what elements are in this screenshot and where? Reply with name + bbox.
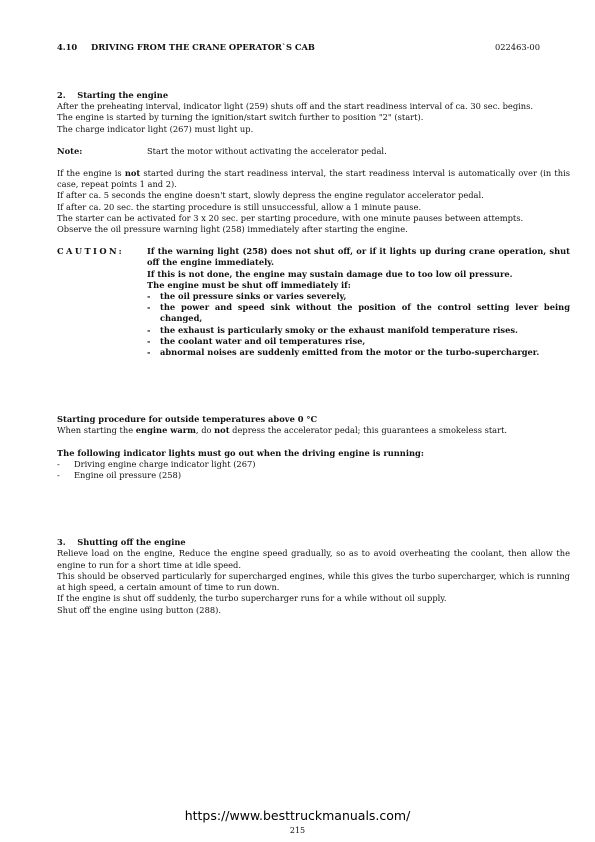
caution-item-text: the oil pressure sinks or varies severely, (160, 291, 347, 302)
paragraph: Relieve load on the engine, Reduce the engine speed gradually, so as to avoid overheating the coolant, then allow the engine to run for a short time at idle speed. (57, 548, 570, 570)
paragraph (57, 425, 570, 436)
text-run: If the engine is (57, 168, 125, 179)
list-item: - Driving engine charge indicator light (267) (57, 458, 256, 469)
caution-item: - the oil pressure sinks or varies severely, (147, 291, 347, 302)
caution-body (147, 246, 570, 358)
caution-line: If the warning light (258) does not shut off, or if it lights up during crane operation, shut off the engine immediately. (147, 246, 570, 268)
caution-line: If this is not done, the engine may sustain damage due to too low oil pressure. (147, 268, 513, 279)
list-item-text: Driving engine charge indicator light (267) (74, 458, 256, 469)
paragraph: If the engine is shut off suddenly, the turbo supercharger runs for a while without oil supply. (57, 593, 447, 604)
page-number: 215 (289, 826, 306, 835)
paragraph: The starter can be activated for 3 x 20 sec. per starting procedure, with one minute pauses between attempts. (57, 212, 524, 223)
caution-item: - the coolant water and oil temperatures rise, (147, 335, 366, 346)
paragraph: Observe the oil pressure warning light (258) immediately after starting the engine. (57, 224, 408, 235)
caution-item-text: the power and speed sink without the position of the control setting lever being changed, (160, 302, 570, 324)
caution-line: The engine must be shut off immediately if: (147, 279, 351, 290)
caution-item: - the exhaust is particularly smoky or the exhaust manifold temperature rises. (147, 324, 518, 335)
paragraph: This should be observed particularly for supercharged engines, while this gives the turbo supercharger, which is running at high speed, a certain amount of time to run down. (57, 570, 570, 593)
section-title: DRIVING FROM THE CRANE OPERATOR`S CAB (91, 42, 315, 52)
emphasis: not (214, 425, 230, 436)
warm-start-heading: Starting procedure for outside temperatures above 0 °C (57, 414, 318, 425)
emphasis: engine warm (135, 425, 196, 436)
text-run: started during the start readiness interval, the start readiness interval is automatically over (in this case, repeat points 1 and 2). (57, 168, 570, 190)
note-text: Start the motor without activating the accelerator pedal. (147, 145, 387, 156)
website-link[interactable]: https://www.besttruckmanuals.com/ (184, 808, 411, 823)
paragraph: The engine is started by turning the ignition/start switch further to position "2" (start). (57, 112, 424, 123)
text-run: depress the accelerator pedal; this guarantees a smokeless start. (229, 425, 508, 436)
paragraph: If after ca. 20 sec. the starting procedure is still unsuccessful, allow a 1 minute pause. (57, 201, 422, 212)
caution-item: - abnormal noises are suddenly emitted from the motor or the turbo-supercharger. (147, 347, 540, 358)
paragraph: If after ca. 5 seconds the engine doesn't start, slowly depress the engine regulator accelerator pedal. (57, 190, 484, 201)
paragraph: The charge indicator light (267) must light up. (57, 123, 254, 134)
paragraph: After the preheating interval, indicator light (259) shuts off and the start readiness interval of ca. 30 sec. begins. (57, 101, 534, 112)
text-run: When starting the (57, 425, 136, 436)
note-label: Note: (57, 145, 83, 156)
document-code: 022463-00 (494, 42, 540, 52)
caution-label: CAUTION: (57, 246, 125, 257)
caution-item-text: abnormal noises are suddenly emitted from the motor or the turbo-supercharger. (160, 347, 540, 358)
page-content (57, 90, 570, 616)
caution-item-text: the exhaust is particularly smoky or the exhaust manifold temperature rises. (160, 324, 518, 335)
starting-engine-heading: 2. Starting the engine (57, 90, 169, 100)
shutting-off-heading: 3. Shutting off the engine (57, 537, 186, 548)
caution-block (57, 246, 570, 358)
paragraph (57, 168, 570, 190)
note-block (57, 146, 570, 157)
paragraph: Shut off the engine using button (288). (57, 604, 221, 615)
emphasis: not (124, 168, 141, 179)
caution-item: - the power and speed sink without the position of the control setting lever being changed, (147, 302, 570, 324)
section-number: 4.10 (57, 42, 78, 52)
caution-item-text: the coolant water and oil temperatures rise, (160, 335, 366, 346)
indicator-lights-heading: The following indicator lights must go out when the driving engine is running: (57, 447, 424, 458)
text-run: , do (195, 425, 215, 436)
list-item-text: Engine oil pressure (258) (74, 470, 182, 481)
list-item: - Engine oil pressure (258) (57, 470, 182, 481)
